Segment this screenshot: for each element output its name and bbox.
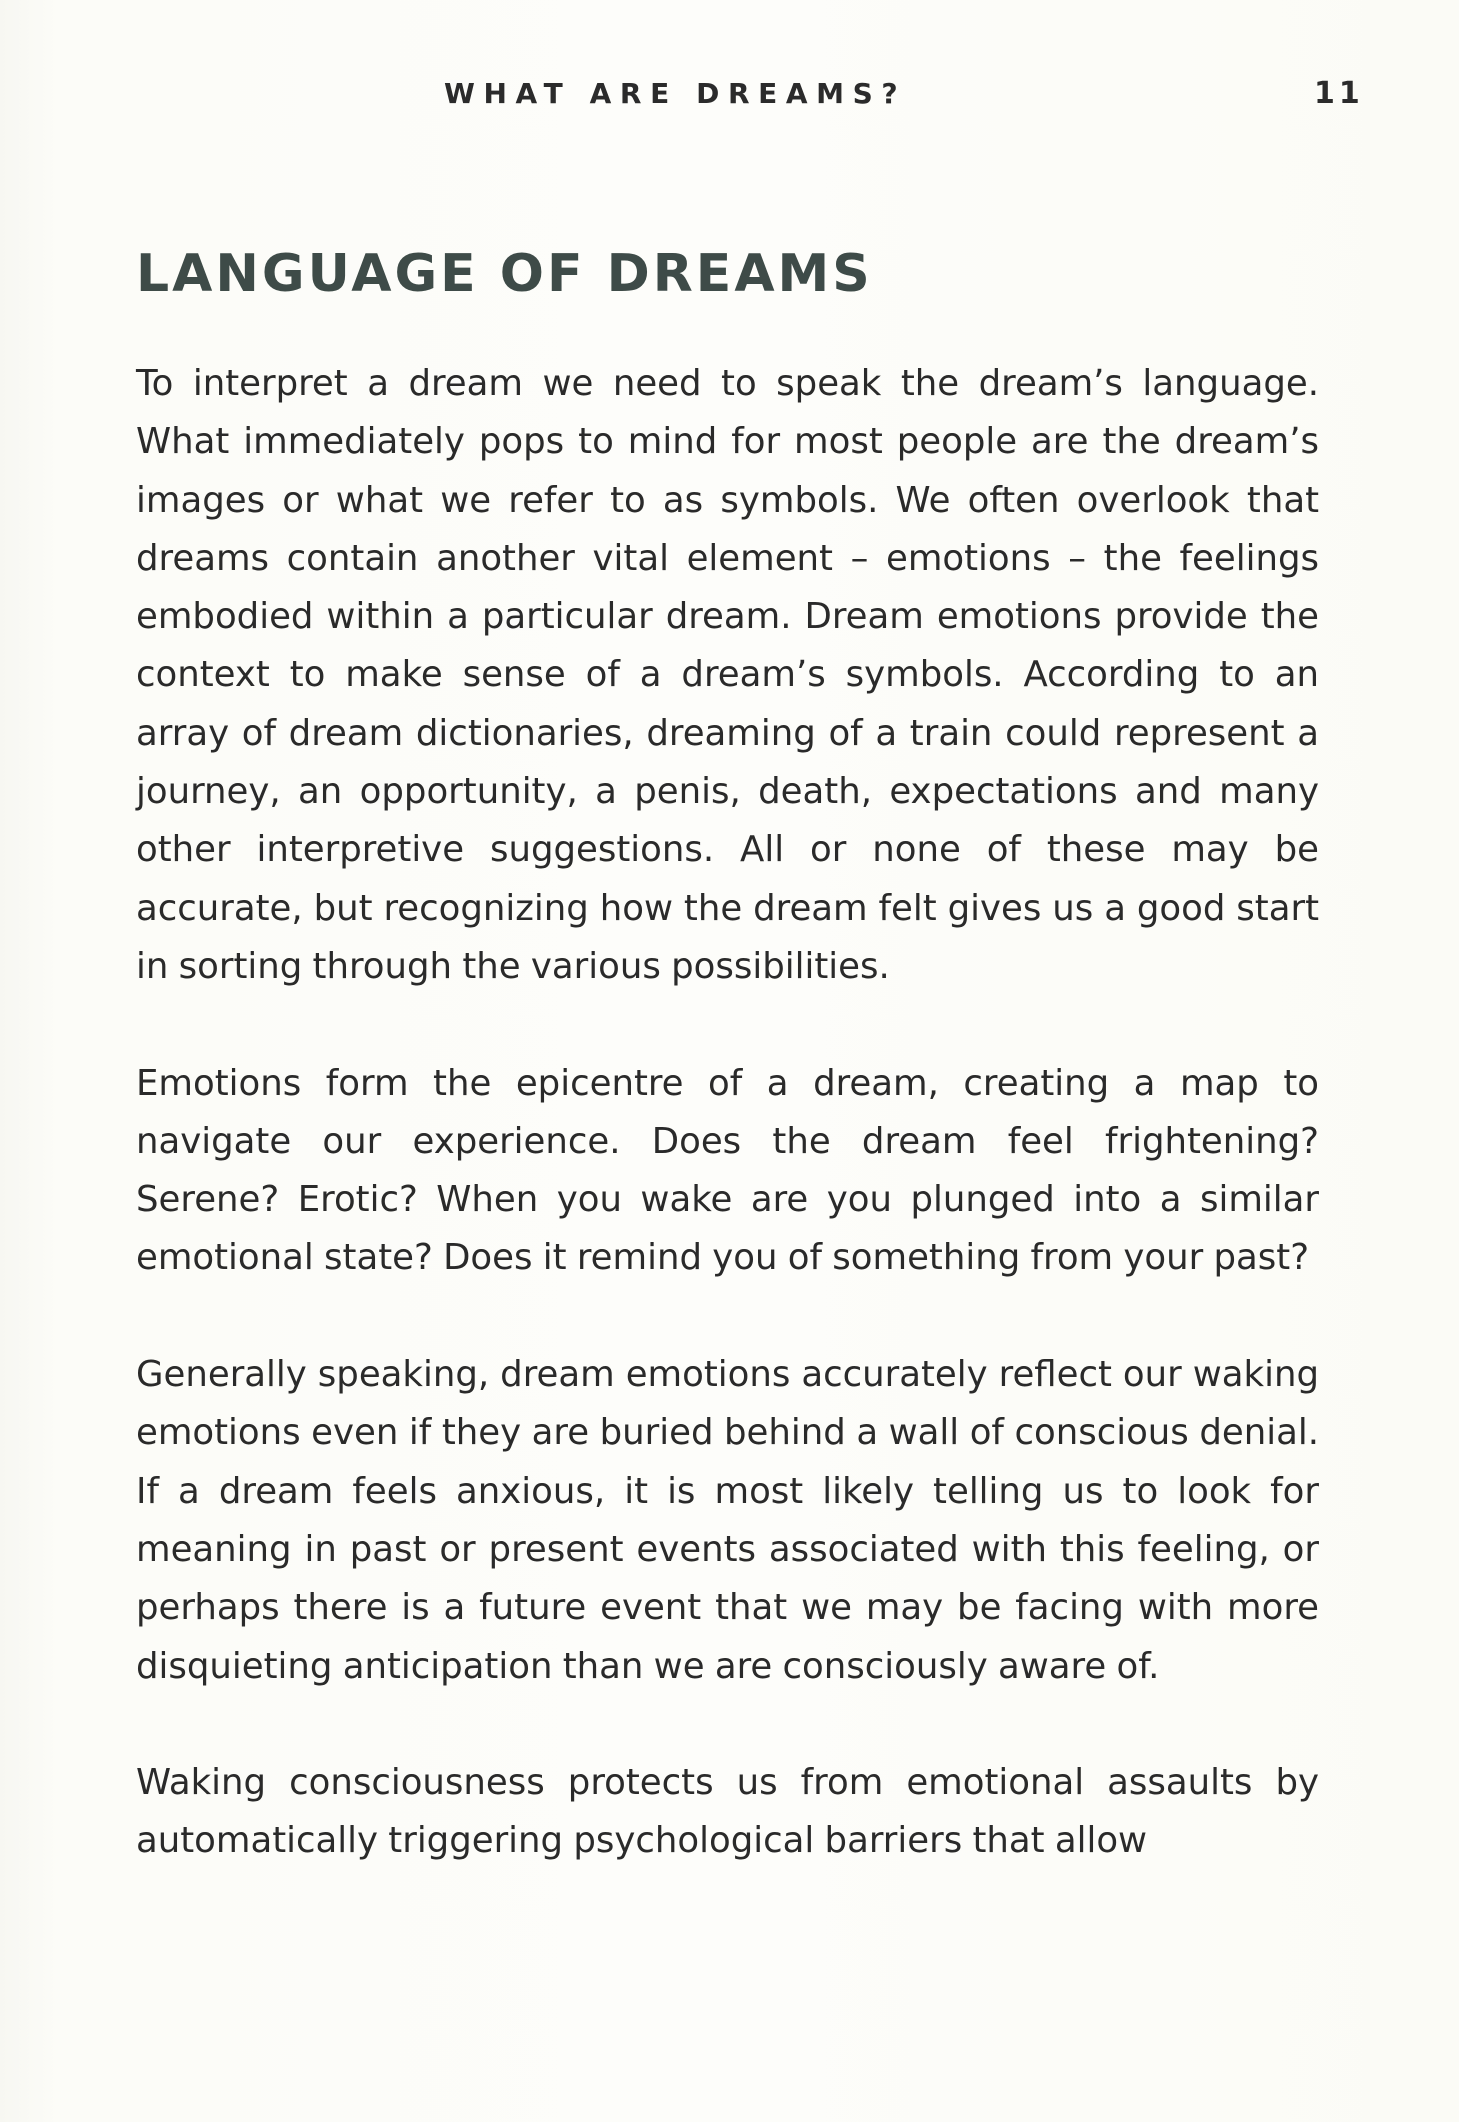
paragraph-3: Generally speaking, dream emotions accurately reflect our waking emotions even if they are buried behind a wall of conscious denial. If a dream feels anxious, it is most likely telling us to look for meaning in past or present events associated with this feeling, or perhaps there is a future event that we may be facing with more disquieting anticipation than we are consciously aware of. xyxy=(136,1354,1319,1687)
running-title: WHAT ARE DREAMS? xyxy=(444,77,907,110)
running-header xyxy=(0,74,1459,114)
paragraph-2: Emotions form the epicentre of a dream, creating a map to navigate our experience. Does the dream feel frightening? Serene? Erotic? When you wake are you plunged into a similar emotional state? Does it remind you of something from your past? xyxy=(136,1062,1319,1279)
section-title: LANGUAGE OF DREAMS xyxy=(136,244,873,304)
body-text xyxy=(136,355,1319,1929)
paragraph-1: To interpret a dream we need to speak the dream’s language. What immediately pops to mind for most people are the dream’s images or what we refer to as symbols. We often overlook that dreams contain another vital element – emotions – the feelings embodied within a particular dream. Dream emotions provide the context to make sense of a dream’s symbols. According to an array of dream dictionaries, dreaming of a train could represent a journey, an opportunity, a penis, death, expectations and many other interpretive suggestions. All or none of these may be accurate, but recognizing how the dream felt gives us a good start in sorting through the various possibilities. xyxy=(136,363,1319,987)
paragraph-4: Waking consciousness protects us from emotional assaults by automatically triggering psychological barriers that allow xyxy=(136,1762,1319,1862)
page-number: 11 xyxy=(1314,76,1364,111)
